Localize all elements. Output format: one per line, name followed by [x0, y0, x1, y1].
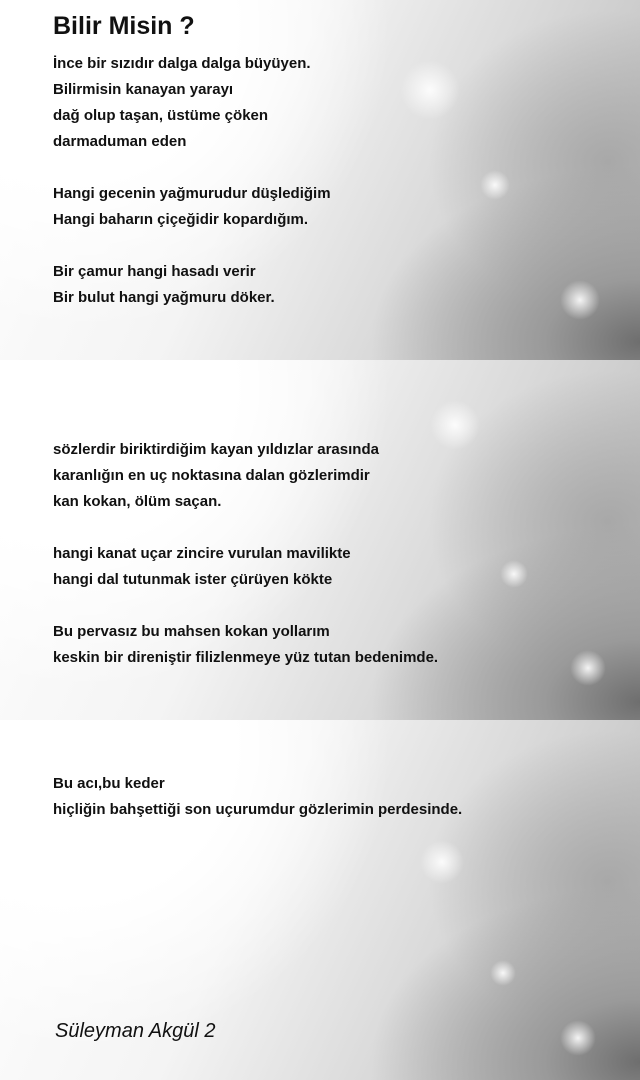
poem-line: Bir bulut hangi yağmuru döker.: [53, 289, 275, 306]
stanza: [53, 619, 438, 671]
poem-line: Bir çamur hangi hasadı verir: [53, 263, 256, 280]
stanza: [53, 181, 331, 233]
poem-line: hangi kanat uçar zincire vurulan mavilikte: [53, 545, 351, 562]
poem-line: hangi dal tutunmak ister çürüyen kökte: [53, 571, 333, 588]
poem-line: Bilirmisin kanayan yarayı: [53, 81, 234, 98]
poem-line: dağ olup taşan, üstüme çöken: [53, 107, 269, 124]
poem-stanzas: [53, 437, 438, 671]
stanza: [53, 51, 331, 155]
poem-line: keskin bir direniştir filizlenmeye yüz tutan bedenimde.: [53, 649, 439, 666]
poem-panel-1: [0, 0, 640, 360]
poem-title: Bilir Misin ?: [53, 12, 195, 40]
poem-line: Hangi baharın çiçeğidir kopardığım.: [53, 211, 309, 228]
poem-line: Hangi gecenin yağmurudur düşlediğim: [53, 185, 331, 202]
poem-line: İnce bir sızıdır dalga dalga büyüyen.: [53, 55, 311, 72]
stanza: [53, 771, 462, 823]
poem-line: darmaduman eden: [53, 133, 187, 150]
poem-line: Bu pervasız bu mahsen kokan yollarım: [53, 623, 330, 640]
poem-panel-2: [0, 360, 640, 720]
poem-line: hiçliğin bahşettiği son uçurumdur gözlerimin perdesinde.: [53, 801, 463, 818]
poem-author: Süleyman Akgül 2: [55, 1020, 216, 1042]
poem-line: karanlığın en uç noktasına dalan gözlerimdir: [53, 467, 370, 484]
stanza: [53, 541, 438, 593]
poem-panel-3: [0, 720, 640, 1080]
poem-line: sözlerdir biriktirdiğim kayan yıldızlar arasında: [53, 441, 379, 458]
poem-stanzas: [53, 771, 462, 823]
poem-line: Bu acı,bu keder: [53, 775, 165, 792]
poem-line: kan kokan, ölüm saçan.: [53, 493, 222, 510]
stanza: [53, 437, 438, 515]
stanza: [53, 259, 331, 311]
poem-stanzas: [53, 51, 331, 311]
